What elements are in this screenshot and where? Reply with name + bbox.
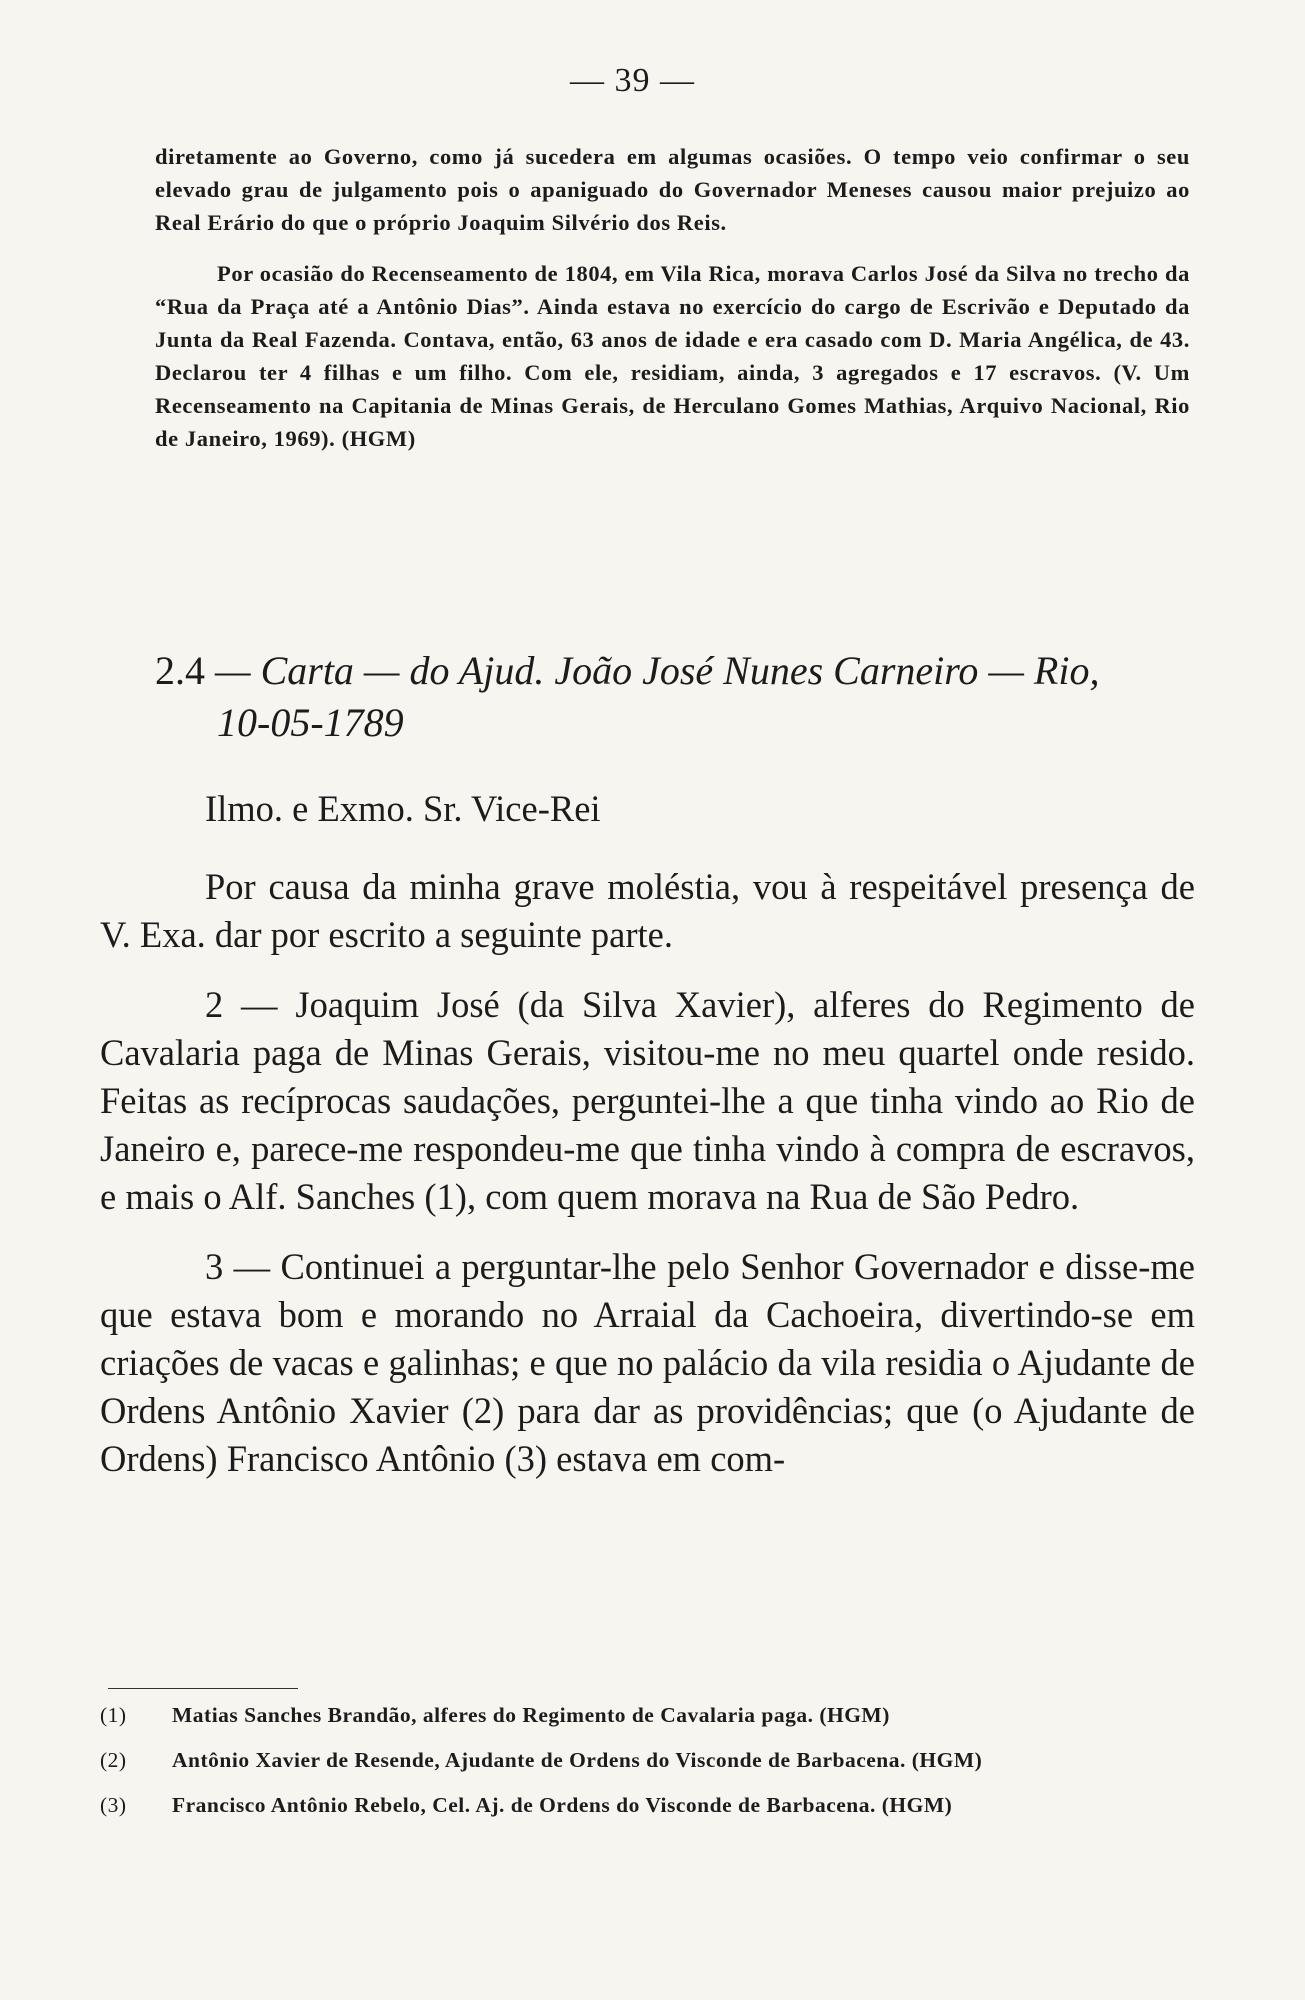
intro-paragraph: diretamente ao Governo, como já sucedera em algumas ocasiões. O tempo veio confirmar o seu elevado grau de julgamento pois o apaniguado do Governador Meneses causou maior prejuizo ao Real Erário do que o próprio Joaquim Silvério dos Reis. bbox=[155, 144, 1190, 235]
footnote-divider bbox=[108, 1688, 298, 1689]
letter-paragraph: 3 — Continuei a perguntar-lhe pelo Senhor Governador e disse-me que estava bom e morando no Arraial da Cachoeira, divertindo-se em criações de vacas e galinhas; e que no palácio da vila residia o Ajudante de Ordens Antônio Xavier (2) para dar as providências; que (o Ajudante de Ordens) Francisco Antônio (3) estava em com- bbox=[100, 1246, 1195, 1479]
intro-paragraph: Por ocasião do Recenseamento de 1804, em Vila Rica, morava Carlos José da Silva no trecho da “Rua da Praça até a Antônio Dias”. Ainda estava no exercício do cargo de Escrivão e Deputado da Junta da Real Fazenda. Contava, então, 63 anos de idade e era casado com D. Maria Angélica, de 43. Declarou ter 4 filhas e um filho. Com ele, residiam, ainda, 3 agregados e 17 escravos. (V. Um Recenseamento na Capitania de Minas Gerais, de Herculano Gomes Mathias, Arquivo Nacional, Rio de Janeiro, 1969). (HGM) bbox=[155, 261, 1190, 451]
letter-salutation: Ilmo. e Exmo. Sr. Vice-Rei bbox=[205, 788, 601, 829]
footnote-text: Matias Sanches Brandão, alferes do Regimento de Cavalaria paga. (HGM) bbox=[172, 1703, 890, 1727]
section-heading bbox=[155, 645, 1205, 749]
footnote-mark: (3) bbox=[100, 1793, 127, 1817]
footnote-text: Francisco Antônio Rebelo, Cel. Aj. de Ordens do Visconde de Barbacena. (HGM) bbox=[172, 1793, 953, 1817]
intro-text bbox=[155, 140, 1190, 455]
page-number: — 39 — bbox=[570, 62, 695, 99]
footnotes bbox=[100, 1700, 1195, 1835]
footnote-mark: (1) bbox=[100, 1703, 127, 1727]
letter-body bbox=[100, 785, 1195, 1483]
section-title: — Carta — do Ajud. João José Nunes Carneiro — Rio, bbox=[205, 648, 1100, 693]
footnote bbox=[100, 1745, 1195, 1776]
letter-paragraph: 2 — Joaquim José (da Silva Xavier), alferes do Regimento de Cavalaria paga de Minas Gerais, visitou-me no meu quartel onde resido. Feitas as recíprocas saudações, perguntei-lhe a que tinha vindo ao Rio de Janeiro e, parece-me respondeu-me que tinha vindo à compra de escravos, e mais o Alf. Sanches (1), com quem morava na Rua de São Pedro. bbox=[100, 984, 1195, 1217]
letter-paragraph: Por causa da minha grave moléstia, vou à respeitável presença de V. Exa. dar por escrito a seguinte parte. bbox=[100, 866, 1195, 955]
footnote-text: Antônio Xavier de Resende, Ajudante de Ordens do Visconde de Barbacena. (HGM) bbox=[172, 1748, 983, 1772]
section-number: 2.4 bbox=[155, 648, 205, 693]
section-date: 10-05-1789 bbox=[217, 700, 404, 745]
footnote-mark: (2) bbox=[100, 1748, 127, 1772]
footnote bbox=[100, 1700, 1195, 1731]
footnote bbox=[100, 1790, 1195, 1821]
